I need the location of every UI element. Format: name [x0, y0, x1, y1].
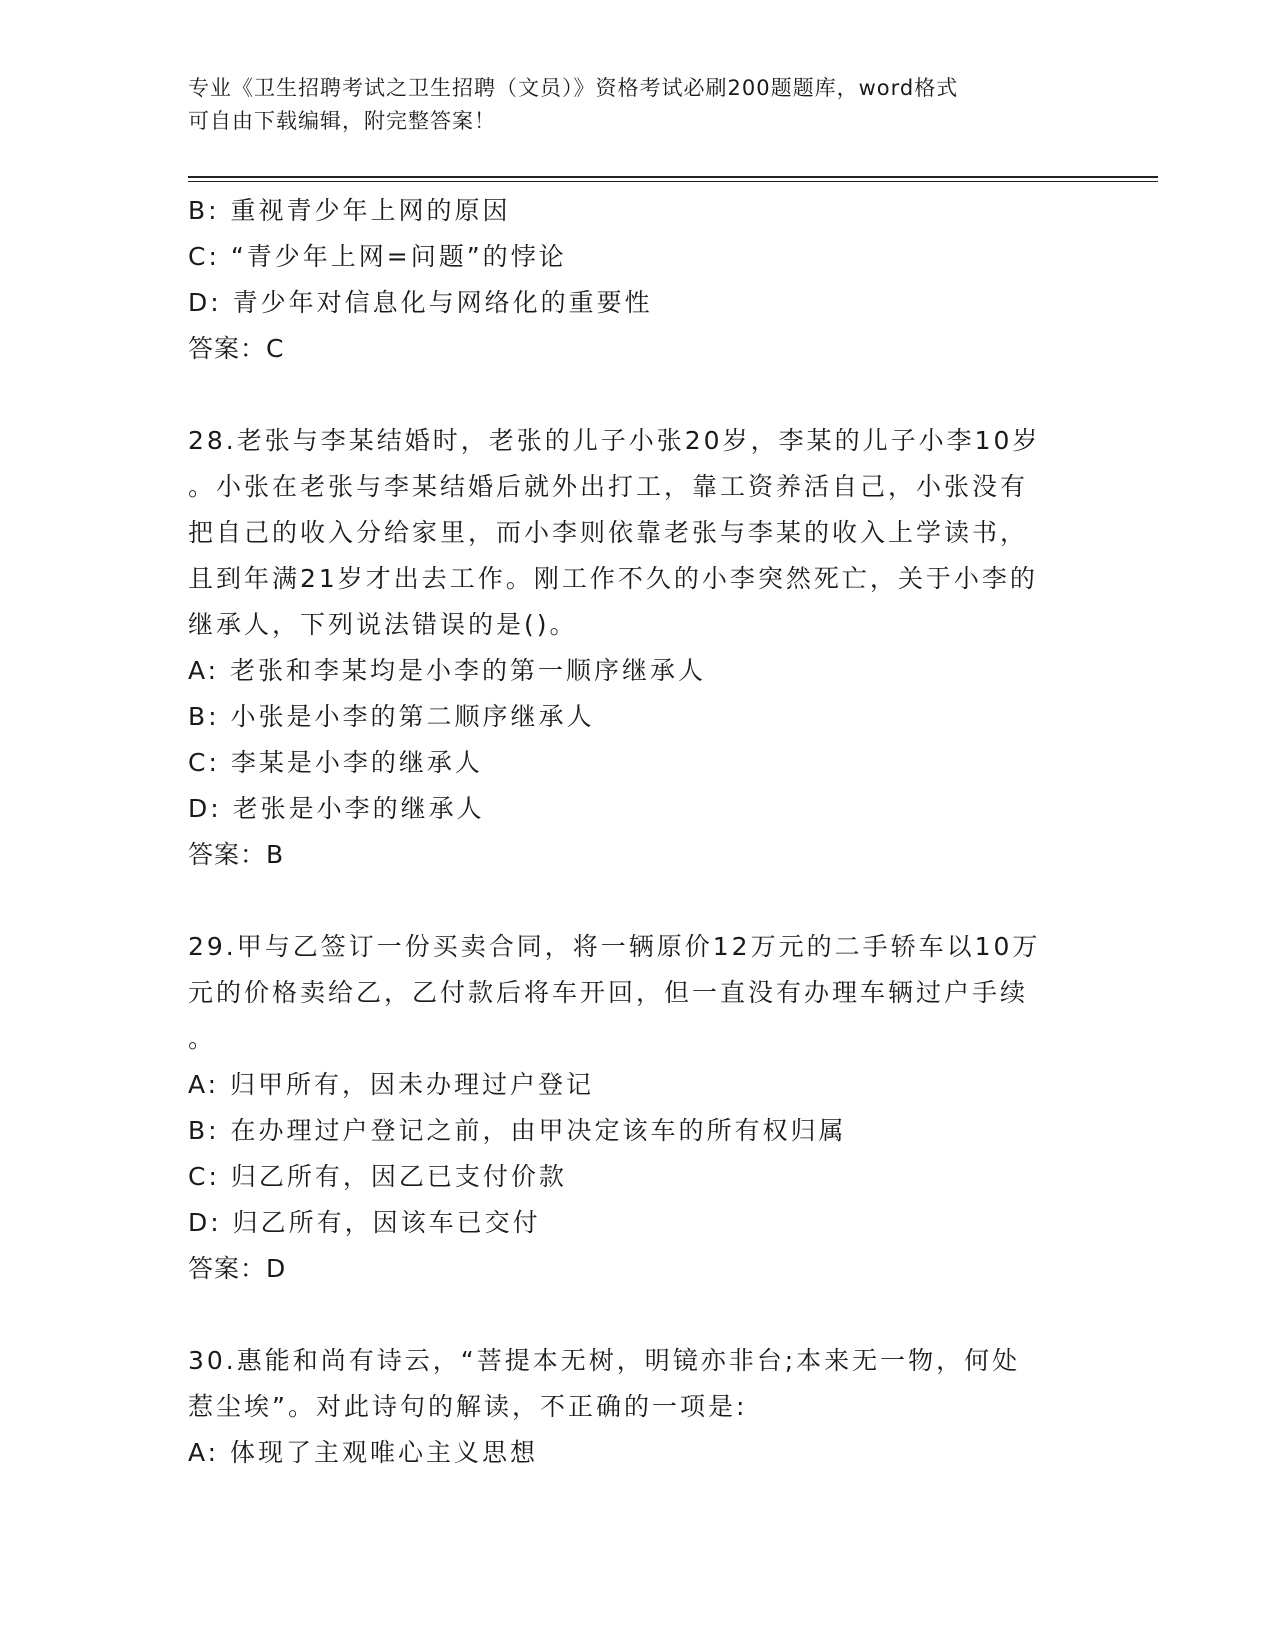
question-stem-line: 29.甲与乙签订一份买卖合同，将一辆原价12万元的二手轿车以10万 [188, 932, 1041, 961]
option-b: B: 在办理过户登记之前，由甲决定该车的所有权归属 [188, 1116, 847, 1145]
question-stem-line: 继承人，下列说法错误的是()。 [188, 610, 578, 639]
option-d: D: 老张是小李的继承人 [188, 794, 485, 823]
document-header [188, 72, 1068, 138]
option-b: B: 重视青少年上网的原因 [188, 196, 511, 225]
question-stem-line: 30.惠能和尚有诗云，“菩提本无树，明镜亦非台;本来无一物，何处 [188, 1346, 1021, 1375]
question-30 [188, 1338, 1078, 1476]
option-a: A: 归甲所有，因未办理过户登记 [188, 1070, 595, 1099]
option-a: A: 体现了主观唯心主义思想 [188, 1438, 539, 1467]
question-stem-line: 元的价格卖给乙，乙付款后将车开回，但一直没有办理车辆过户手续 [188, 978, 1029, 1007]
question-stem-line: 。小张在老张与李某结婚后就外出打工，靠工资养活自己，小张没有 [188, 472, 1029, 501]
question-29 [188, 924, 1078, 1292]
header-line-2: 可自由下载编辑，附完整答案！ [188, 109, 496, 133]
option-d: D: 青少年对信息化与网络化的重要性 [188, 288, 653, 317]
question-stem-line: 。 [188, 1024, 217, 1053]
spacer [188, 1292, 1078, 1338]
question-stem-line: 且到年满21岁才出去工作。刚工作不久的小李突然死亡，关于小李的 [188, 564, 1038, 593]
question-28 [188, 418, 1078, 878]
option-c: C: “青少年上网=问题”的悖论 [188, 242, 567, 271]
option-c: C: 归乙所有，因乙已支付价款 [188, 1162, 567, 1191]
option-b: B: 小张是小李的第二顺序继承人 [188, 702, 595, 731]
answer-line: 答案：D [188, 1254, 287, 1283]
header-line-1: 专业《卫生招聘考试之卫生招聘（文员）》资格考试必刷200题题库，word格式 [188, 76, 959, 100]
question-content [188, 188, 1078, 1476]
question-stem-line: 惹尘埃”。对此诗句的解读，不正确的一项是: [188, 1392, 748, 1421]
answer-line: 答案：C [188, 334, 285, 363]
option-a: A: 老张和李某均是小李的第一顺序继承人 [188, 656, 707, 685]
question-27 [188, 188, 1078, 372]
header-rule-thick [188, 176, 1158, 178]
option-c: C: 李某是小李的继承人 [188, 748, 483, 777]
question-stem-line: 把自己的收入分给家里，而小李则依靠老张与李某的收入上学读书， [188, 518, 1029, 547]
header-rule-thin [188, 181, 1158, 182]
option-d: D: 归乙所有，因该车已交付 [188, 1208, 541, 1237]
answer-line: 答案：B [188, 840, 285, 869]
spacer [188, 372, 1078, 418]
question-stem-line: 28.老张与李某结婚时，老张的儿子小张20岁，李某的儿子小李10岁 [188, 426, 1041, 455]
spacer [188, 878, 1078, 924]
